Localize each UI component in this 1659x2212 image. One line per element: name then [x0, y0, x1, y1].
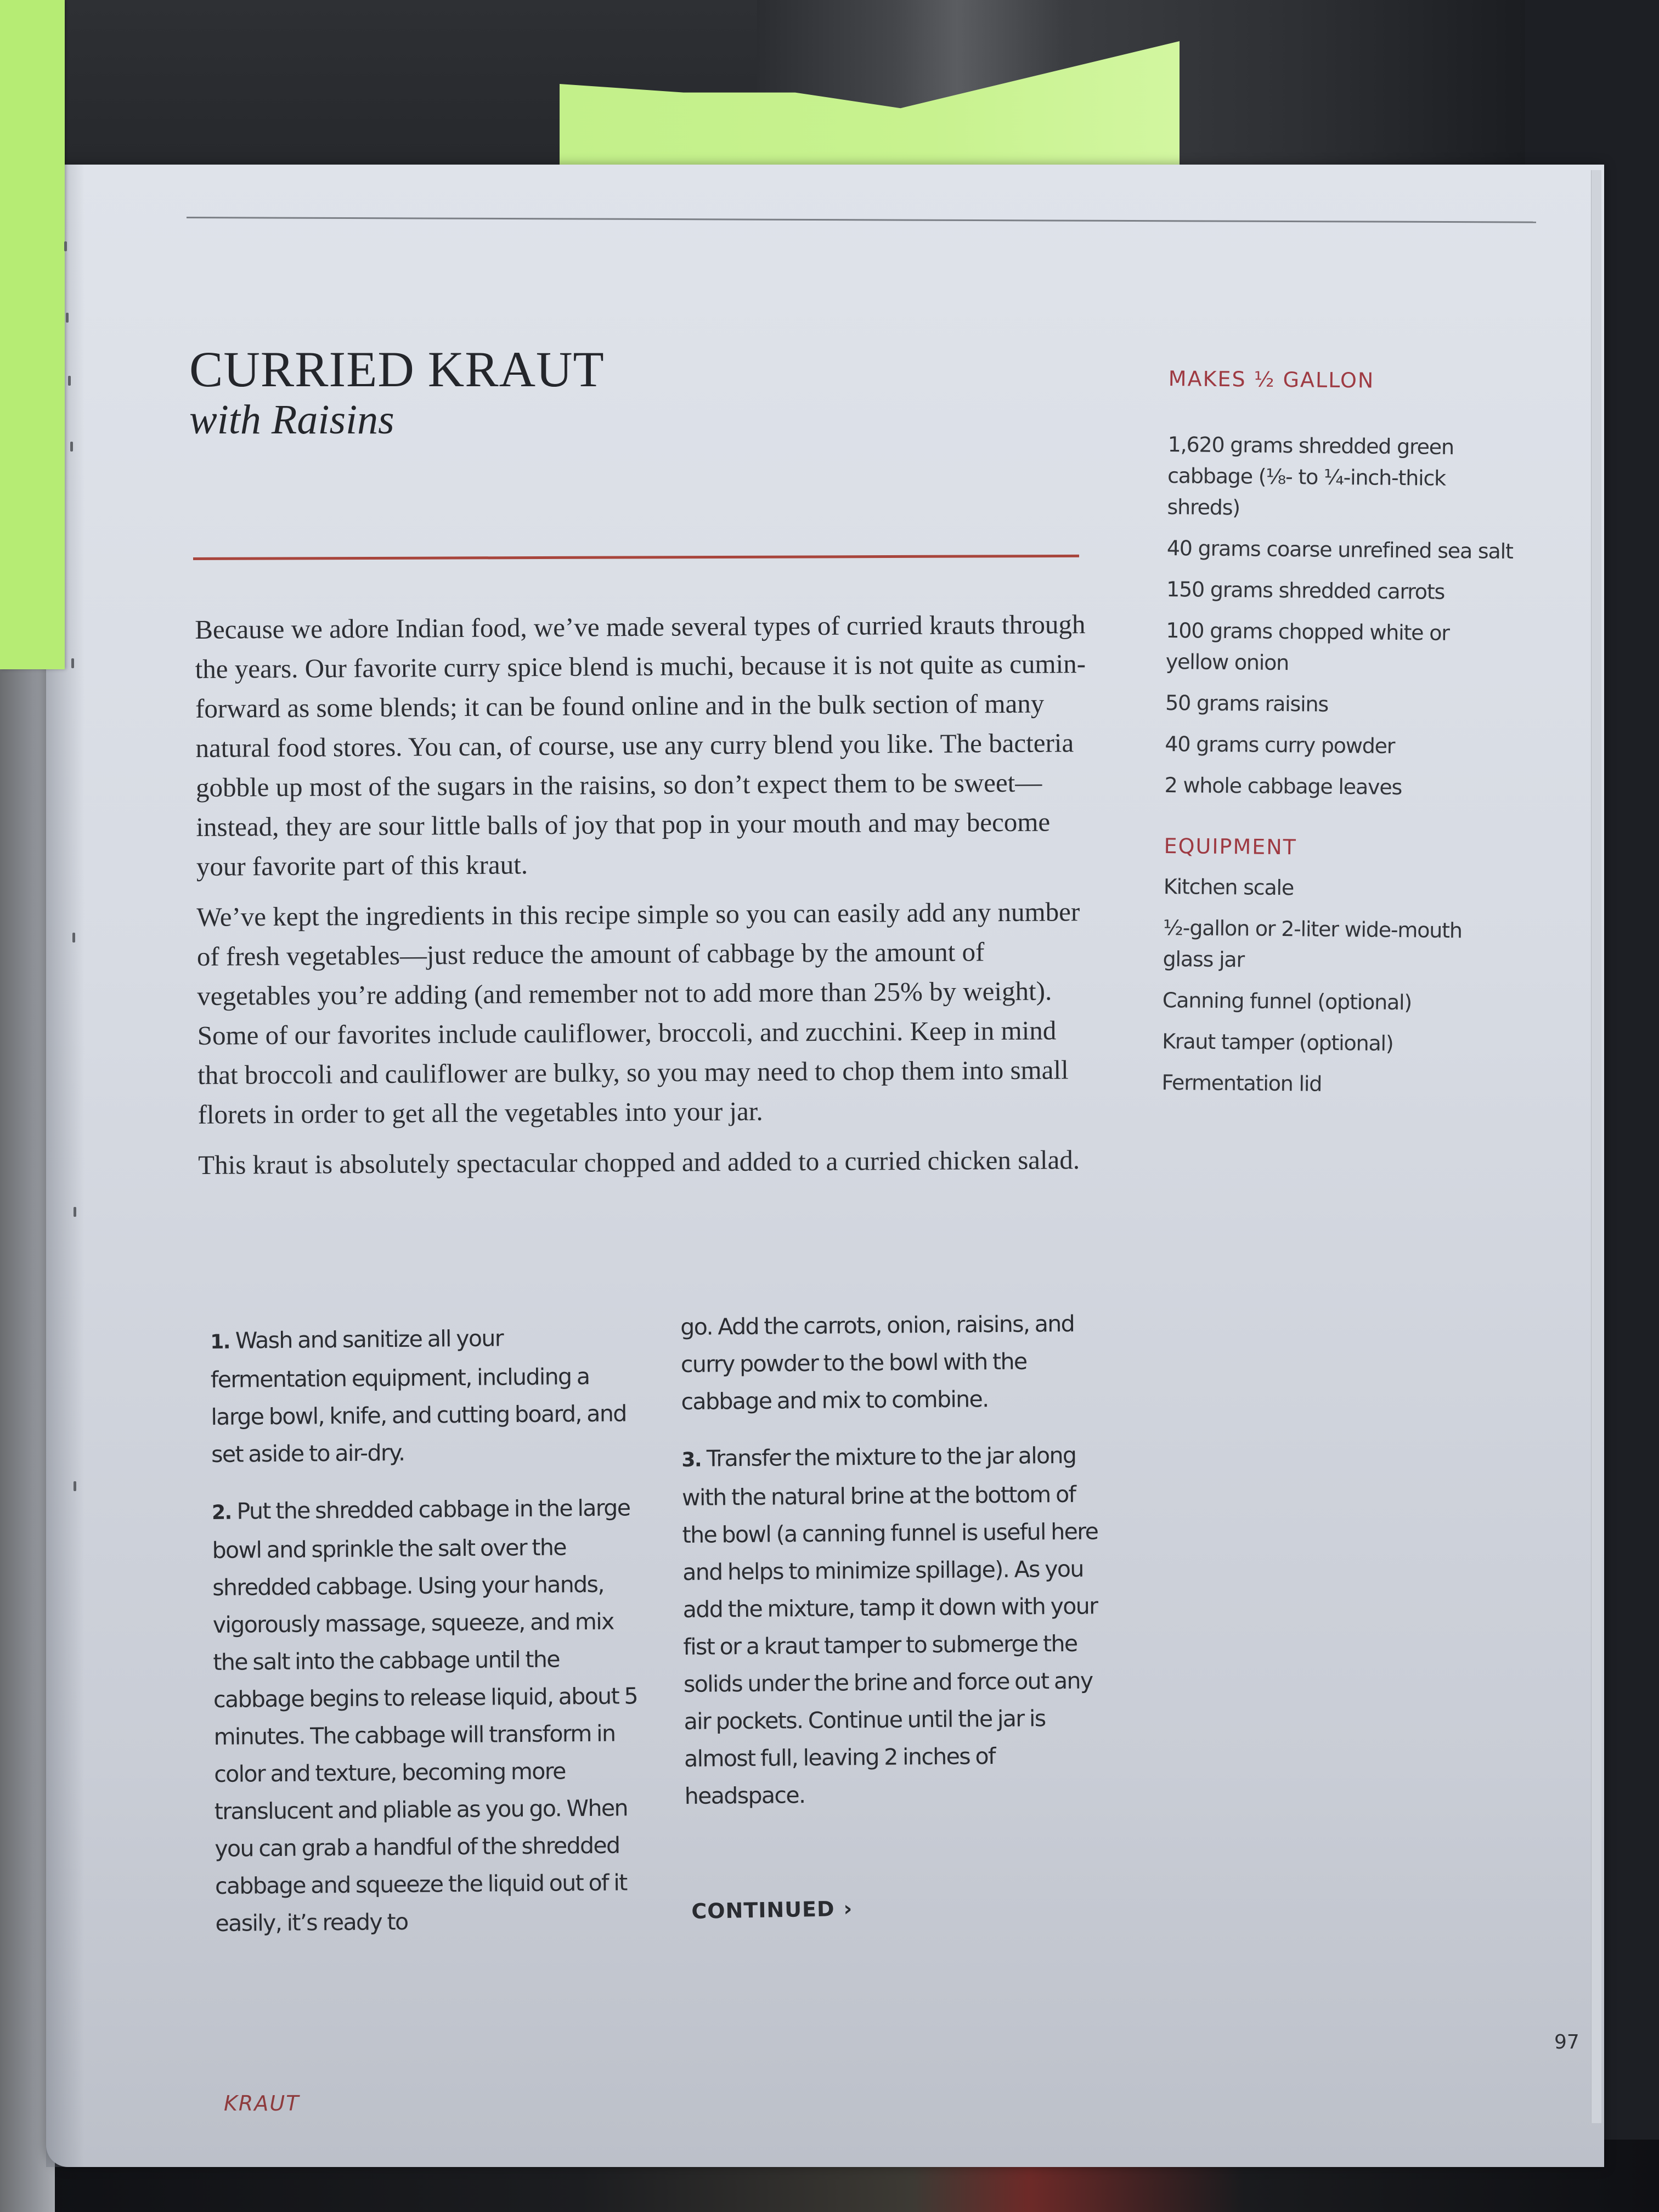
step-number: 3.	[681, 1448, 702, 1471]
step-item	[210, 1318, 639, 1473]
continued-label: CONTINUED	[691, 1897, 835, 1923]
equipment-item: Canning funnel (optional)	[1162, 988, 1412, 1015]
step-text: Transfer the mixture to the jar along with the natural brine at the bottom of the bowl (a canning funnel is useful here and helps to minimize spillage). As you add the mixture, tamp it down with your fist or a kraut tamper to submerge the solids under the brine and force out any air pockets. Continue until the jar is almost full, leaving 2 inches of headspace.	[681, 1442, 1098, 1809]
step-item	[212, 1489, 644, 1942]
binding-mark	[71, 658, 74, 668]
equipment-item: Kraut tamper (optional)	[1161, 1029, 1393, 1056]
yield-heading: MAKES ½ GALLON	[1168, 366, 1375, 393]
ingredient-item: 40 grams curry powder	[1165, 731, 1395, 758]
step-continuation	[680, 1305, 1109, 1420]
ingredient-item: 50 grams raisins	[1165, 690, 1329, 716]
binding-mark	[70, 442, 73, 452]
ingredient-list	[1164, 429, 1519, 804]
ingredient-item: 1,620 grams shredded green cabbage (⅛- to ¼-inch-thick shreds)	[1167, 432, 1454, 520]
step-text: go. Add the carrots, onion, raisins, and curry powder to the bowl with the cabbage and mix to combine.	[680, 1310, 1075, 1415]
equipment-item: Kitchen scale	[1163, 874, 1294, 900]
page-number: 97	[1554, 2031, 1579, 2053]
intro-paragraph: This kraut is absolutely spectacular chopped and added to a curried chicken salad.	[198, 1144, 1080, 1180]
running-footer: KRAUT	[224, 2091, 300, 2115]
ingredient-item: 2 whole cabbage leaves	[1164, 772, 1402, 800]
equipment-item: Fermentation lid	[1161, 1070, 1322, 1096]
page-edge	[1591, 170, 1601, 2123]
recipe-sidebar	[1161, 366, 1520, 1111]
binding-mark	[74, 1481, 76, 1491]
sticky-note	[0, 0, 65, 669]
recipe-title: CURRIED KRAUT	[189, 341, 605, 397]
step-text: Put the shredded cabbage in the large bowl and sprinkle the salt over the shredded cabbage. Using your hands, vigorously massage, squeeze, and mix the salt into the cabbage until the cabbage begins to release liquid, about 5 minutes. The cabbage will transform in color and texture, becoming more translucent and pliable as you go. When you can grab a handful of the shredded cabbage and squeeze the liquid out of it easily, it’s ready to	[212, 1494, 638, 1937]
step-item	[681, 1436, 1113, 1815]
equipment-heading: EQUIPMENT	[1164, 833, 1297, 860]
binding-mark	[74, 1207, 76, 1217]
binding-mark	[64, 241, 67, 251]
steps-column-left	[210, 1318, 644, 1962]
binding-mark	[72, 933, 75, 943]
binding-mark	[68, 376, 71, 386]
continued-link	[691, 1897, 853, 1923]
equipment-item: ½-gallon or 2-liter wide-mouth glass jar	[1163, 915, 1462, 972]
intro-paragraph: Because we adore Indian food, we’ve made several types of curried krauts through the years. Our favorite curry spice blend is muchi, because it is not quite as cumin-forward as some blends; it can be found online and in the bulk section of many natural food stores. You can, of course, use any curry blend you like. The bacteria gobble up most of the sugars in the raisins, so don’t expect them to be sweet—instead, they are sour little balls of joy that pop in your mouth and may become your favorite part of this kraut.	[195, 609, 1086, 882]
recipe-intro	[195, 605, 1103, 1196]
step-number: 2.	[211, 1501, 232, 1524]
chevron-right-icon: ›	[843, 1896, 853, 1921]
recipe-subtitle: with Raisins	[189, 397, 394, 443]
ingredient-item: 40 grams coarse unrefined sea salt	[1166, 535, 1513, 564]
binding-mark	[66, 313, 69, 323]
step-number: 1.	[210, 1330, 230, 1353]
equipment-list	[1161, 871, 1515, 1102]
step-text: Wash and sanitize all your fermentation equipment, including a large bowl, knife, and cutting board, and set aside to air-dry.	[210, 1325, 627, 1468]
steps-column-right	[680, 1305, 1113, 1835]
intro-paragraph: We’ve kept the ingredients in this recipe simple so you can easily add any number of fresh vegetables—just reduce the amount of cabbage by the amount of vegetables you’re adding (and remember not to add more than 25% by weight). Some of our favorites include cauliflower, broccoli, and zucchini. Keep in mind that broccoli and cauliflower are bulky, so you may need to chop them into small florets in order to get all the vegetables into your jar.	[196, 896, 1080, 1130]
ingredient-item: 150 grams shredded carrots	[1166, 577, 1445, 604]
ingredient-item: 100 grams chopped white or yellow onion	[1165, 618, 1449, 675]
